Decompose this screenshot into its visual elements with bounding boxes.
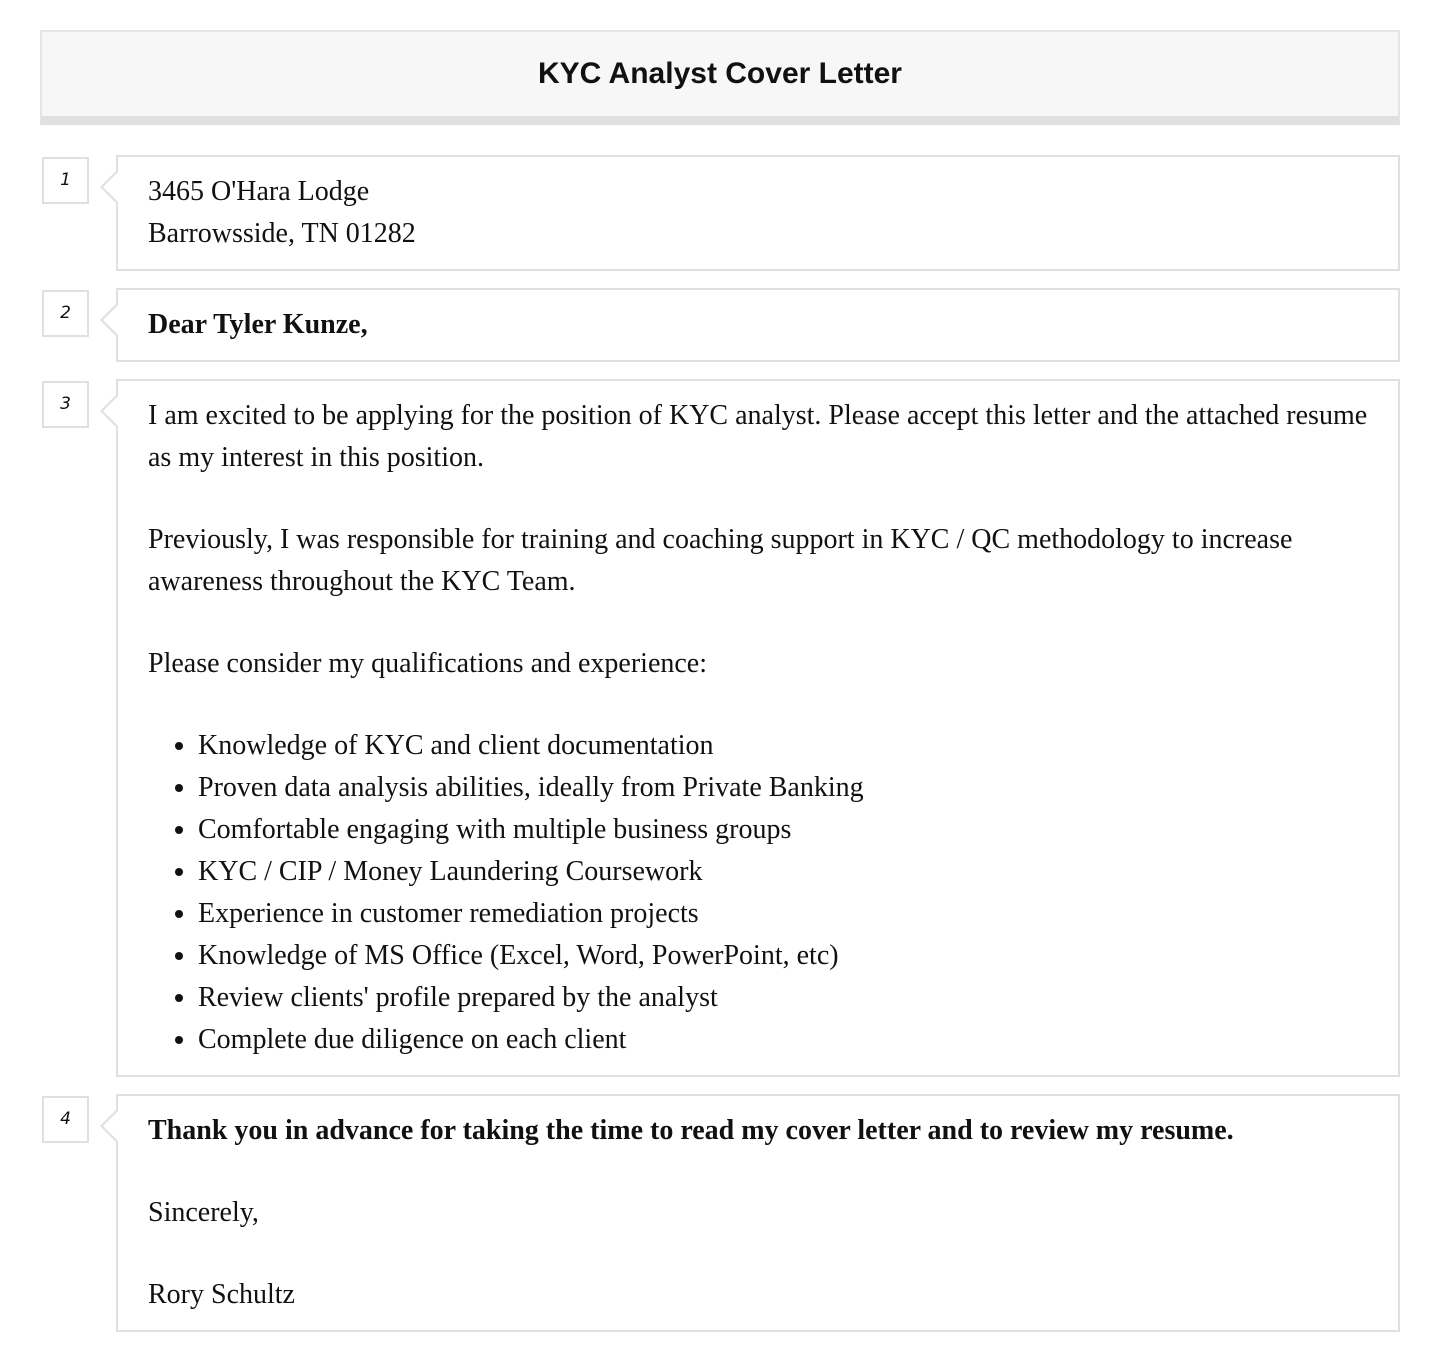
list-item: • Review clients' profile prepared by the analyst — [198, 977, 1368, 1019]
greeting: Dear Tyler Kunze, — [148, 309, 368, 340]
list-item: • Proven data analysis abilities, ideally from Private Banking — [198, 767, 1368, 809]
section-content — [116, 379, 1400, 1077]
list-item: • Complete due diligence on each client — [198, 1019, 1368, 1061]
section-greeting — [42, 288, 1400, 362]
address-line-2: Barrowsside, TN 01282 — [148, 218, 416, 249]
list-item: • Knowledge of KYC and client documentation — [198, 725, 1368, 767]
list-item: • Experience in customer remediation projects — [198, 893, 1368, 935]
body-paragraph: Please consider my qualifications and experience: — [148, 648, 708, 679]
section-address — [42, 155, 1400, 271]
section-number: 2 — [42, 290, 89, 337]
section-content — [116, 1094, 1400, 1332]
list-item: • KYC / CIP / Money Laundering Coursework — [198, 851, 1368, 893]
section-number: 3 — [42, 381, 89, 428]
signature: Rory Schultz — [148, 1279, 295, 1310]
page-title: KYC Analyst Cover Letter — [538, 57, 902, 90]
list-item: • Knowledge of MS Office (Excel, Word, PowerPoint, etc) — [198, 935, 1368, 977]
list-item: • Comfortable engaging with multiple business groups — [198, 809, 1368, 851]
section-content — [116, 288, 1400, 362]
section-number: 4 — [42, 1096, 89, 1143]
body-paragraph: I am excited to be applying for the position of KYC analyst. Please accept this letter and the attached resume as my interest in this position. — [148, 400, 1368, 473]
signoff: Sincerely, — [148, 1197, 259, 1228]
section-closing — [42, 1094, 1400, 1332]
section-content — [116, 155, 1400, 271]
section-body — [42, 379, 1400, 1077]
closing-text: Thank you in advance for taking the time to read my cover letter and to review my resume. — [148, 1115, 1234, 1146]
letter-sections — [42, 155, 1400, 1349]
qualifications-list — [148, 725, 1368, 1061]
body-paragraph: Previously, I was responsible for training and coaching support in KYC / QC methodology to increase awareness throughout the KYC Team. — [148, 524, 1293, 597]
section-number: 1 — [42, 157, 89, 204]
address-line-1: 3465 O'Hara Lodge — [148, 176, 370, 207]
page-header — [40, 30, 1400, 125]
